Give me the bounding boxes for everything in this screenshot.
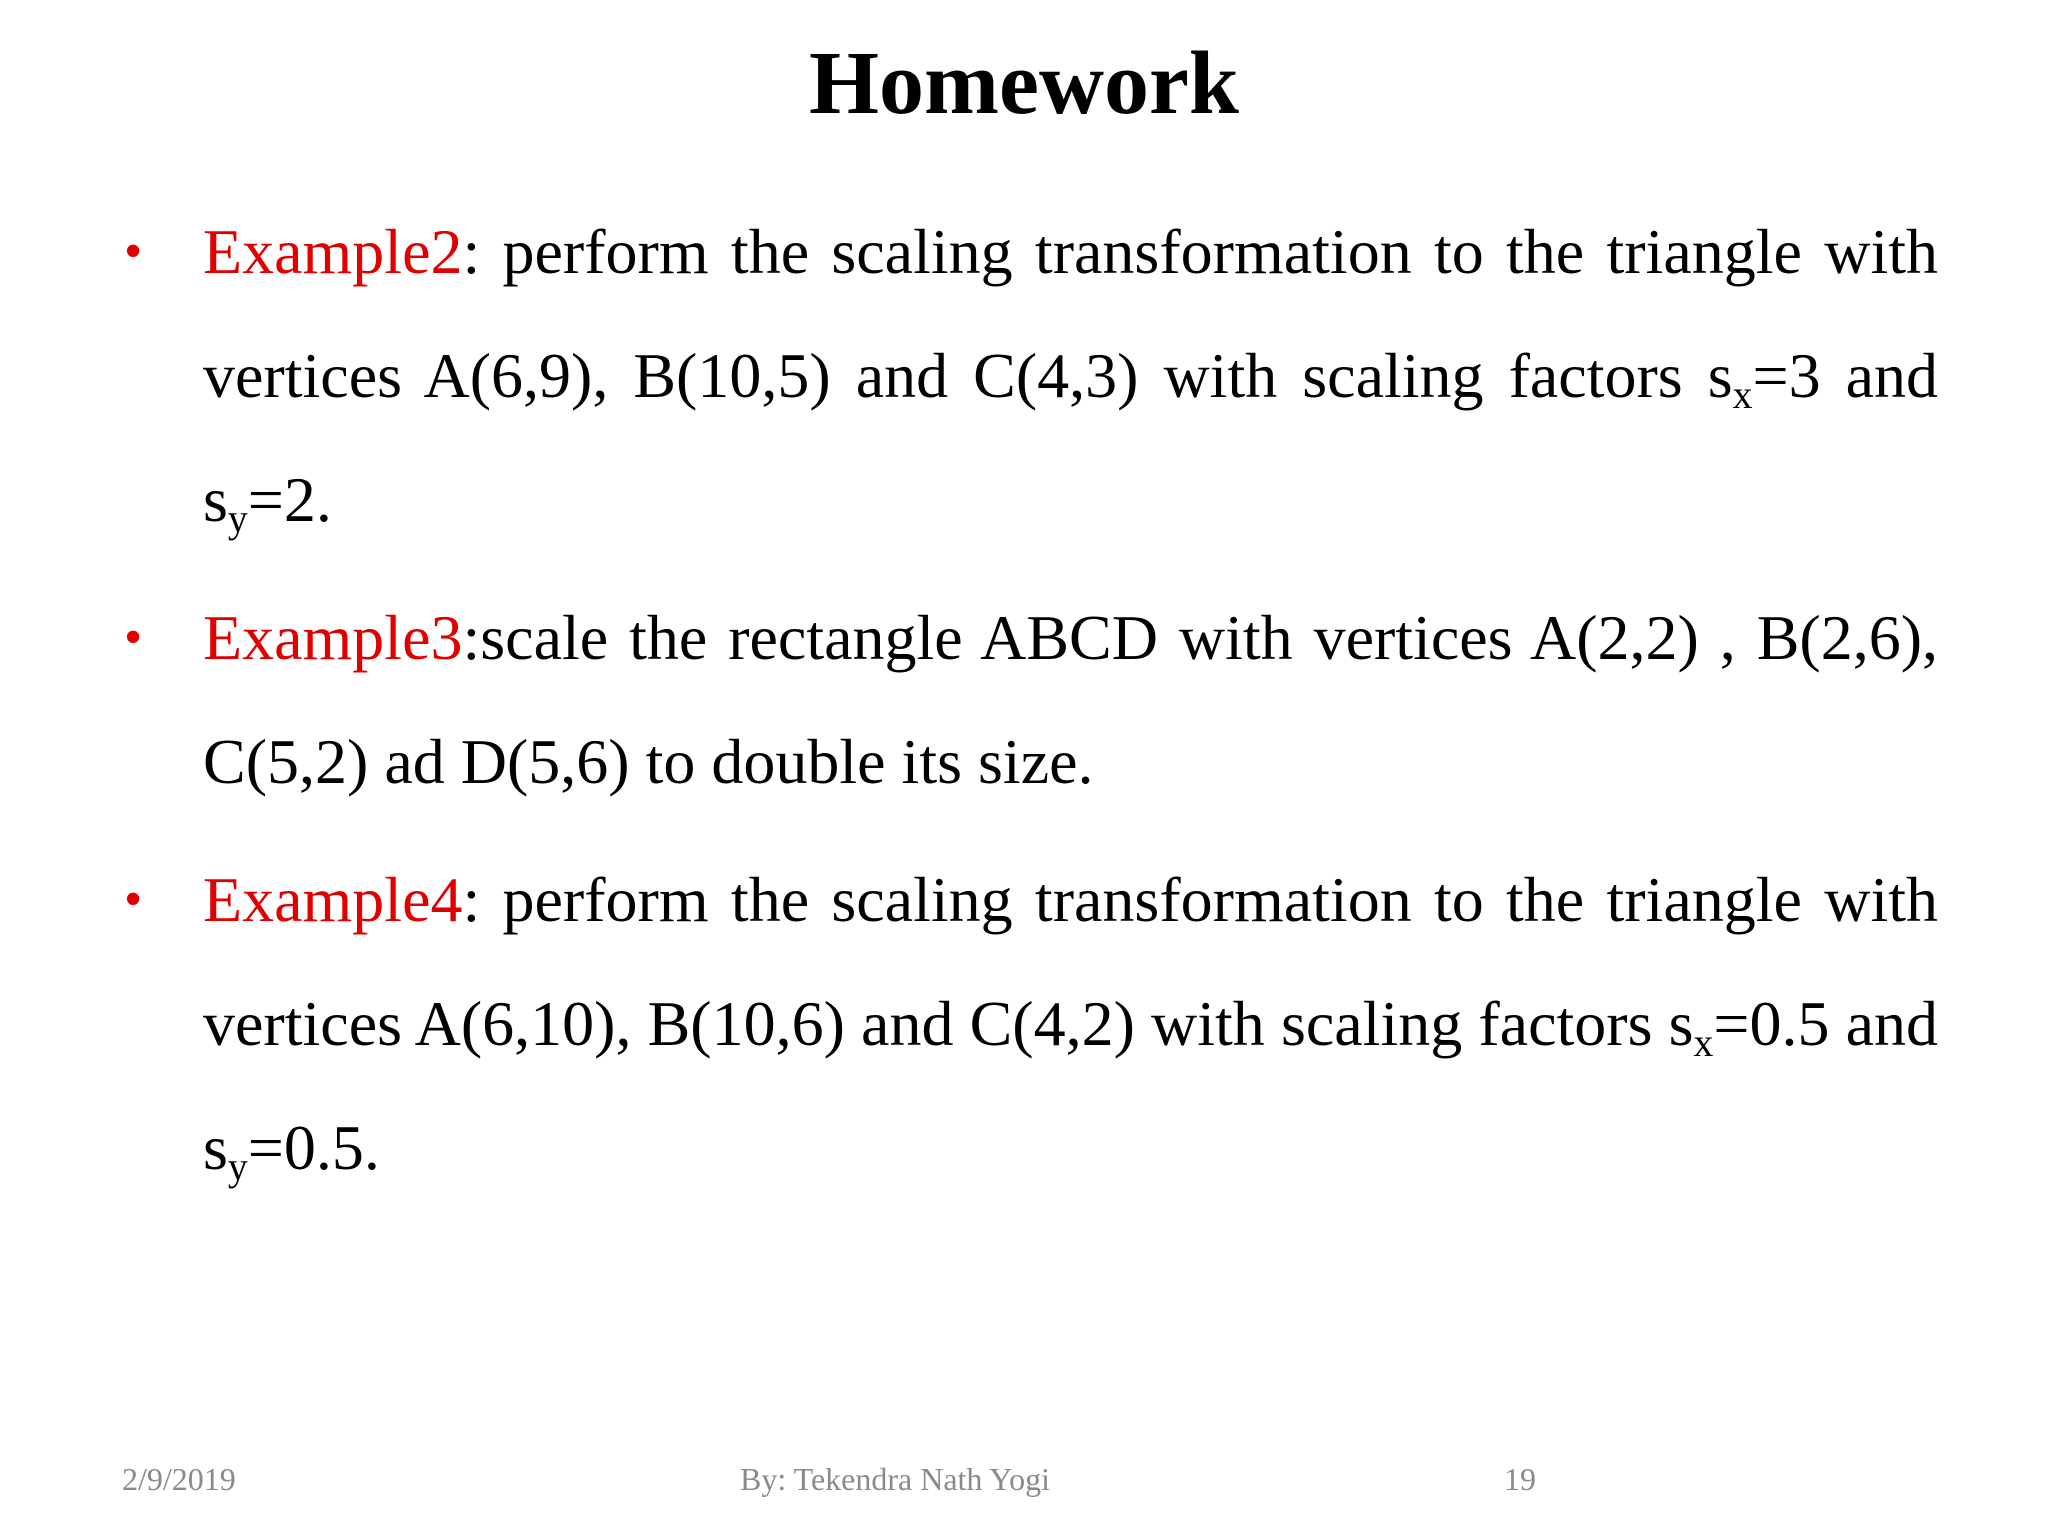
slide-title: Homework: [809, 34, 1239, 133]
example-text-end: =2.: [247, 464, 332, 535]
bullet-icon: •: [124, 223, 143, 280]
example-label: Example4: [203, 864, 463, 935]
footer-date: 2/9/2019: [122, 1461, 236, 1497]
scale-symbol-x: s: [1668, 988, 1694, 1059]
example-text-mid: =3 and: [1752, 340, 1939, 411]
subscript-x: x: [1693, 1021, 1714, 1066]
bullet-item-example4: [118, 838, 1938, 1210]
scale-symbol-x: s: [1707, 340, 1733, 411]
example-text: : perform the scaling transformation to the triangle with vertices A(6,10), B(10,6) and C(4,2) with scaling factors: [203, 864, 1938, 1059]
example-text: :scale the rectangle ABCD with vertices A(2,2) , B(2,6), C(5,2) ad D(5,6) to double its size.: [203, 602, 1938, 797]
bullet-list: [118, 190, 1938, 1224]
bullet-icon: •: [124, 609, 143, 666]
footer-page-number: 19: [1504, 1461, 1536, 1497]
bullet-item-example3: [118, 576, 1938, 824]
example-text-end: =0.5.: [247, 1112, 380, 1183]
bullet-icon: •: [124, 871, 143, 928]
bullet-item-example2: [118, 190, 1938, 562]
scale-symbol-y: s: [203, 1112, 228, 1183]
subscript-y: y: [227, 1145, 248, 1190]
footer-author: By: Tekendra Nath Yogi: [739, 1461, 1051, 1497]
example-text-mid: =0.5 and: [1713, 988, 1939, 1059]
scale-symbol-y: s: [203, 464, 228, 535]
subscript-y: y: [227, 497, 248, 542]
example-label: Example3: [203, 602, 463, 673]
example-label: Example2: [203, 216, 463, 287]
subscript-x: x: [1732, 373, 1753, 418]
example-text: : perform the scaling transformation to the triangle with vertices A(6,9), B(10,5) and C(4,3) with scaling factors: [203, 216, 1938, 411]
